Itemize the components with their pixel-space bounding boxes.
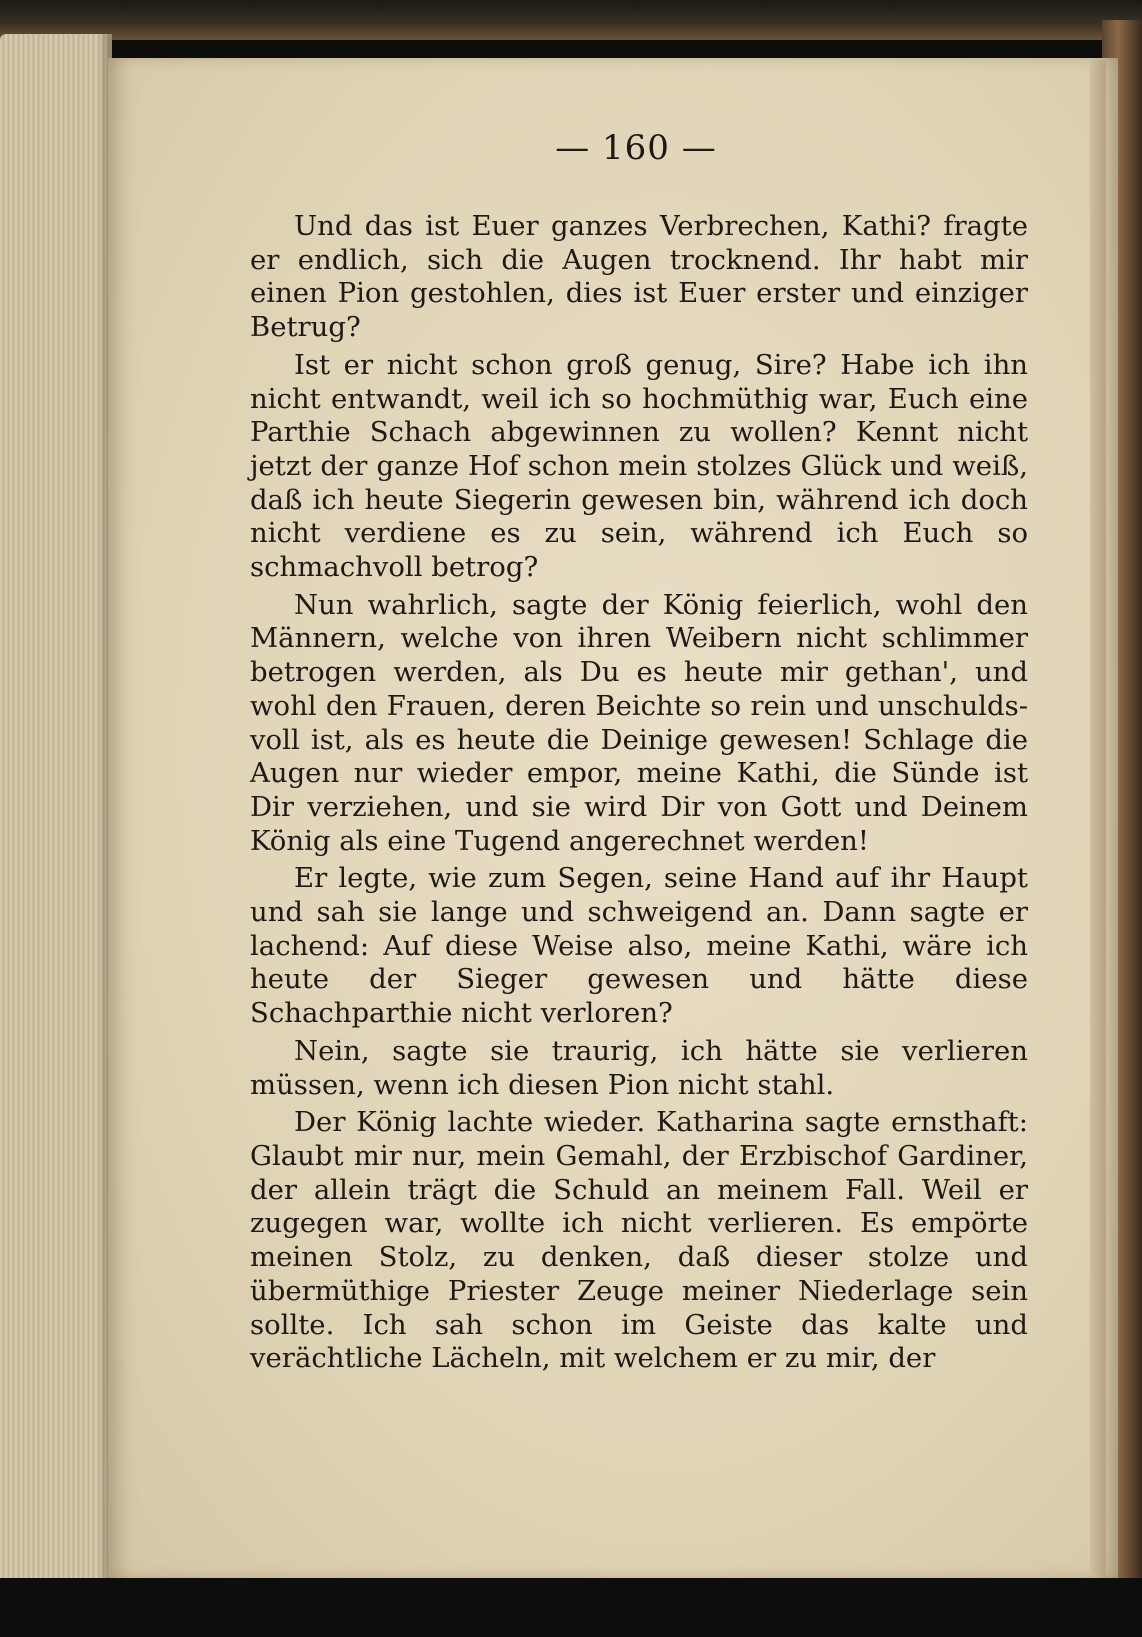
paragraph: Und das ist Euer ganzes Verbrechen, Kathi? fragte er endlich, sich die Augen trocknend. Ihr habt mir einen Pion gestohlen, dies ist Euer erster und einziger Betrug? <box>250 210 1028 344</box>
body-text <box>250 210 1028 1376</box>
scan-bottom-background <box>0 1578 1142 1637</box>
paragraph: Ist er nicht schon groß genug, Sire? Habe ich ihn nicht entwandt, weil ich so hochmüthig war, Euch eine Parthie Schach abgewinnen zu wollen? Kennt nicht jetzt der ganze Hof schon mein stolzes Glück und weiß, daß ich heute Siegerin gewesen bin, während ich doch nicht verdiene es zu sein, während ich Euch so schmachvoll betrog? <box>250 348 1028 584</box>
facing-page-edge <box>1090 60 1106 1580</box>
page-number: — 160 — <box>555 128 717 168</box>
paragraph: Der König lachte wieder. Katharina sagte ernsthaft: Glaubt mir nur, mein Gemahl, der Erzbischof Gardiner, der allein trägt die Schuld an meinem Fall. Weil er zugegen war, wollte ich nicht verlieren. Es empörte meinen Stolz, zu denken, daß dieser stolze und übermüthige Priester Zeuge meiner Niederlage sein sollte. Ich sah schon im Geiste das kalte und verächtliche Lächeln, mit welchem er zu mir, der <box>250 1106 1028 1375</box>
stacked-page-edges <box>0 34 112 1594</box>
paragraph: Er legte, wie zum Segen, seine Hand auf ihr Haupt und sah sie lange und schweigend an. Dann sagte er lachend: Auf diese Weise also, meine Kathi, wäre ich heute der Sieger gewesen und hätte diese Schachparthie nicht verloren? <box>250 862 1028 1030</box>
book-cover-top-edge <box>0 0 1142 40</box>
paragraph: Nein, sagte sie traurig, ich hätte sie verlieren müssen, wenn ich diesen Pion nicht stahl. <box>250 1034 1028 1101</box>
paragraph: Nun wahrlich, sagte der König feierlich, wohl den Männern, welche von ihren Weibern nicht schlimmer betrogen werden, als Du es heute mir gethan', und wohl den Frauen, deren Beichte so rein und unschuldsvoll ist, als es heute die Deinige gewesen! Schlage die Augen nur wieder empor, meine Kathi, die Sünde ist Dir verziehen, und sie wird Dir von Gott und Deinem König als eine Tugend angerechnet werden! <box>250 588 1028 857</box>
